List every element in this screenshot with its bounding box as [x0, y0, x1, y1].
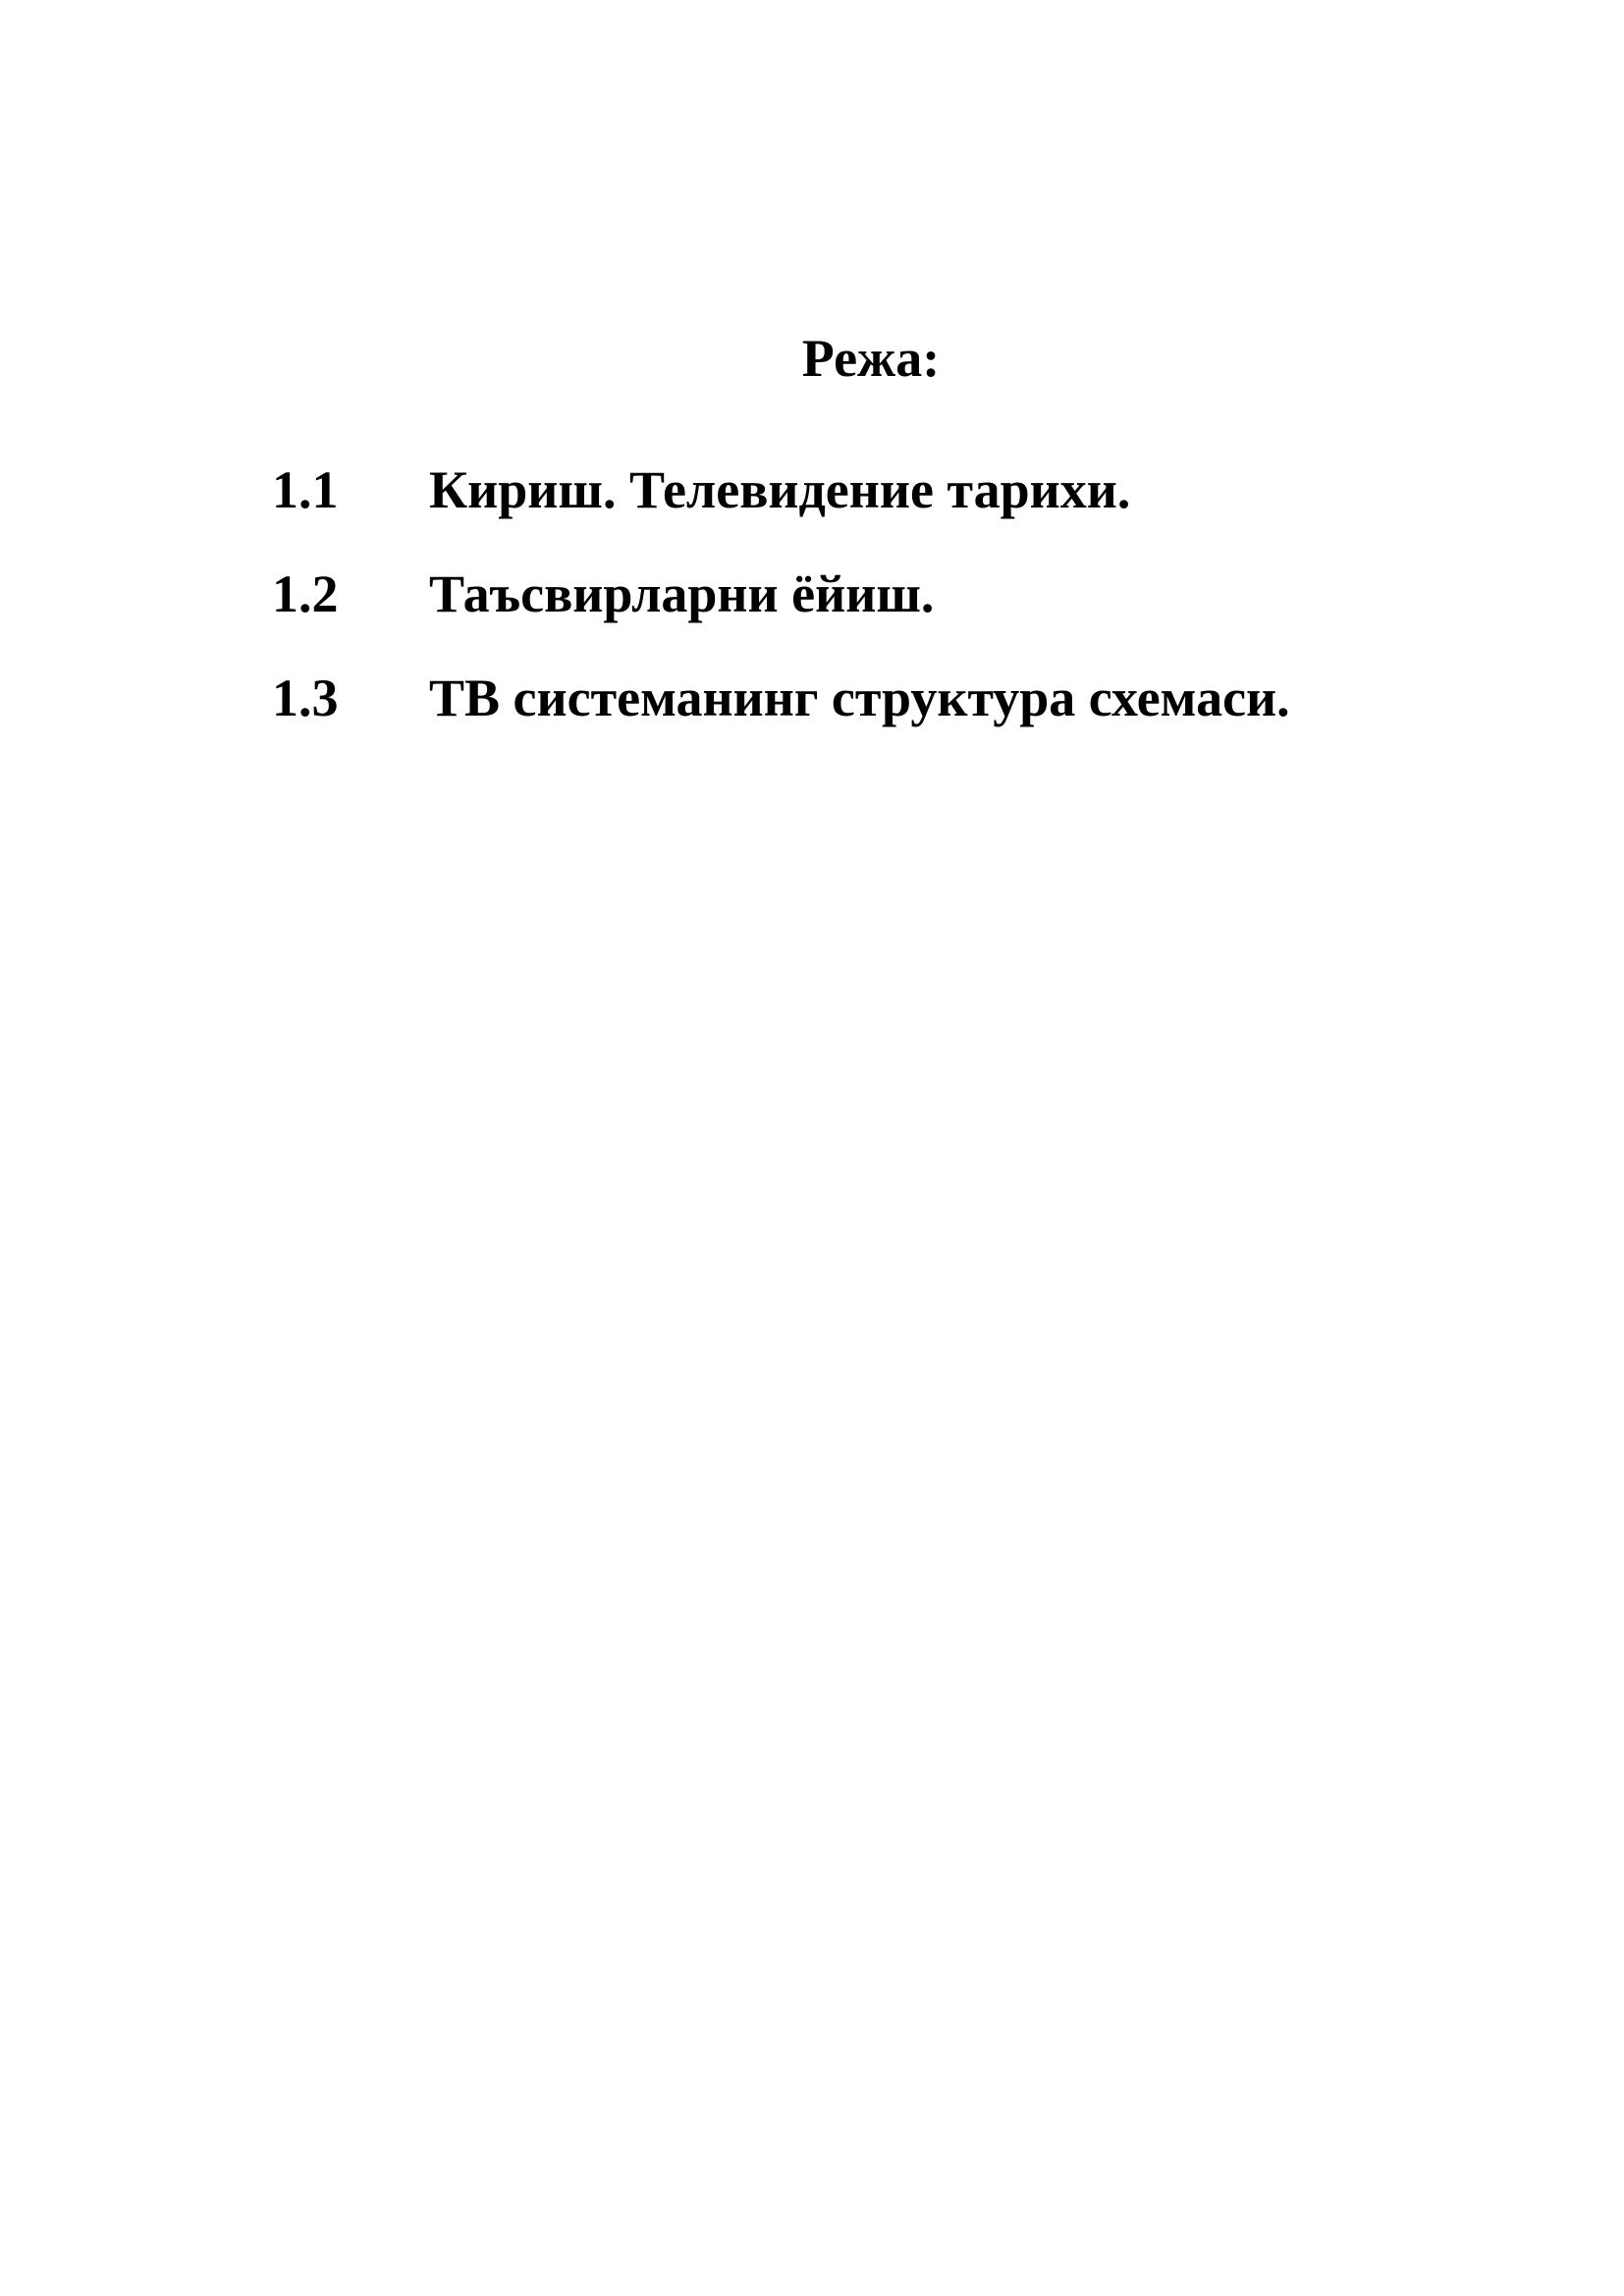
toc-item-text: ТВ системанинг структура схемаси.	[429, 668, 1290, 727]
plan-title: Режа:	[801, 329, 941, 388]
toc-item-number: 1.3	[272, 668, 339, 727]
table-of-contents	[272, 455, 1548, 768]
toc-item	[272, 664, 1548, 768]
toc-item-text: Кириш. Телевидение тарихи.	[429, 460, 1131, 519]
toc-item-number: 1.2	[272, 564, 339, 623]
toc-item-number: 1.1	[272, 460, 339, 519]
toc-item	[272, 455, 1548, 560]
toc-item-text: Таъсвирларни ёйиш.	[429, 564, 935, 623]
toc-item	[272, 560, 1548, 664]
